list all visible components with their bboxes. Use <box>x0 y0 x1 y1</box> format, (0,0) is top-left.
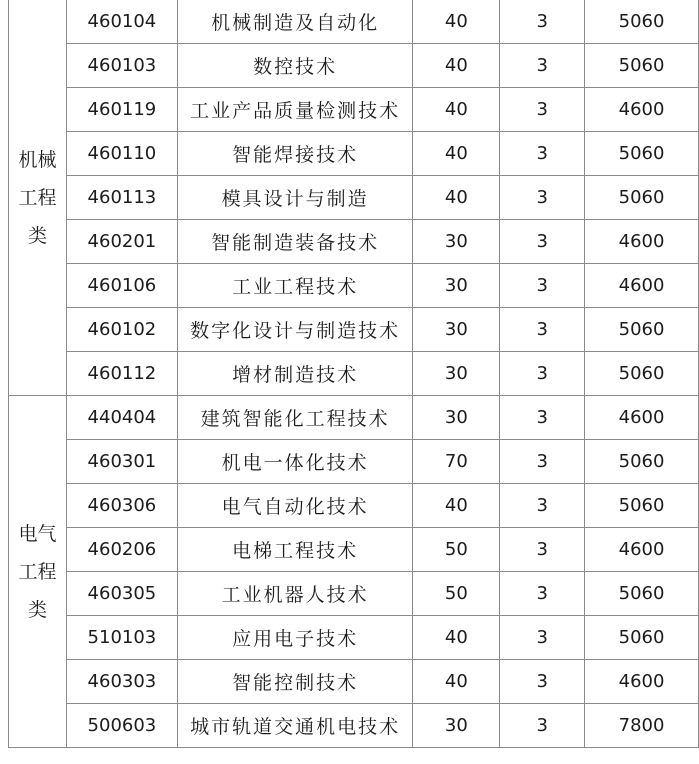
major-name-cell: 数字化设计与制造技术 <box>177 308 413 352</box>
major-code-cell: 460301 <box>66 440 177 484</box>
major-code-cell: 460103 <box>66 44 177 88</box>
enrollment-plan-cell: 40 <box>413 44 500 88</box>
major-name-cell: 机械制造及自动化 <box>177 0 413 44</box>
table-row <box>9 396 699 440</box>
major-code-cell: 460104 <box>66 0 177 44</box>
tuition-fee-cell: 5060 <box>585 176 699 220</box>
tuition-fee-cell: 5060 <box>585 0 699 44</box>
major-code-cell: 460106 <box>66 264 177 308</box>
enrollment-plan-cell: 30 <box>413 220 500 264</box>
table-row <box>9 220 699 264</box>
major-code-cell: 460102 <box>66 308 177 352</box>
enrollment-plan-cell: 30 <box>413 308 500 352</box>
enrollment-plan-cell: 50 <box>413 528 500 572</box>
enrollment-plan-cell: 30 <box>413 352 500 396</box>
major-name-cell: 机电一体化技术 <box>177 440 413 484</box>
major-name-cell: 工业产品质量检测技术 <box>177 88 413 132</box>
major-name-cell: 智能制造装备技术 <box>177 220 413 264</box>
tuition-fee-cell: 4600 <box>585 88 699 132</box>
major-name-cell: 智能焊接技术 <box>177 132 413 176</box>
major-name-cell: 应用电子技术 <box>177 616 413 660</box>
table-row <box>9 264 699 308</box>
major-name-cell: 城市轨道交通机电技术 <box>177 704 413 748</box>
majors-table-body <box>9 0 699 748</box>
tuition-fee-cell: 4600 <box>585 396 699 440</box>
enrollment-plan-cell: 40 <box>413 132 500 176</box>
tuition-fee-cell: 4600 <box>585 660 699 704</box>
major-name-cell: 电梯工程技术 <box>177 528 413 572</box>
table-row <box>9 440 699 484</box>
program-years-cell: 3 <box>500 616 585 660</box>
major-code-cell: 460113 <box>66 176 177 220</box>
table-row <box>9 528 699 572</box>
table-row <box>9 132 699 176</box>
major-name-cell: 数控技术 <box>177 44 413 88</box>
program-years-cell: 3 <box>500 0 585 44</box>
tuition-fee-cell: 7800 <box>585 704 699 748</box>
enrollment-plan-cell: 40 <box>413 616 500 660</box>
tuition-fee-cell: 5060 <box>585 440 699 484</box>
major-code-cell: 460303 <box>66 660 177 704</box>
major-name-cell: 建筑智能化工程技术 <box>177 396 413 440</box>
program-years-cell: 3 <box>500 176 585 220</box>
program-years-cell: 3 <box>500 484 585 528</box>
enrollment-plan-cell: 40 <box>413 176 500 220</box>
enrollment-plan-cell: 40 <box>413 660 500 704</box>
enrollment-plan-cell: 50 <box>413 572 500 616</box>
enrollment-plan-cell: 70 <box>413 440 500 484</box>
major-code-cell: 440404 <box>66 396 177 440</box>
program-years-cell: 3 <box>500 528 585 572</box>
major-name-cell: 电气自动化技术 <box>177 484 413 528</box>
tuition-fee-cell: 4600 <box>585 528 699 572</box>
major-name-cell: 模具设计与制造 <box>177 176 413 220</box>
program-years-cell: 3 <box>500 44 585 88</box>
category-cell <box>9 396 67 748</box>
category-label: 机械工程类 <box>18 148 57 247</box>
enrollment-plan-cell: 40 <box>413 88 500 132</box>
table-row <box>9 308 699 352</box>
tuition-fee-cell: 5060 <box>585 308 699 352</box>
major-code-cell: 460206 <box>66 528 177 572</box>
major-name-cell: 工业机器人技术 <box>177 572 413 616</box>
major-code-cell: 460201 <box>66 220 177 264</box>
category-cell <box>9 0 67 396</box>
major-name-cell: 工业工程技术 <box>177 264 413 308</box>
table-row <box>9 704 699 748</box>
program-years-cell: 3 <box>500 660 585 704</box>
tuition-fee-cell: 5060 <box>585 352 699 396</box>
program-years-cell: 3 <box>500 88 585 132</box>
tuition-fee-cell: 5060 <box>585 616 699 660</box>
major-code-cell: 460119 <box>66 88 177 132</box>
tuition-fee-cell: 4600 <box>585 264 699 308</box>
table-row <box>9 616 699 660</box>
program-years-cell: 3 <box>500 132 585 176</box>
table-row <box>9 44 699 88</box>
enrollment-plan-cell: 40 <box>413 0 500 44</box>
majors-table <box>8 0 699 748</box>
major-code-cell: 460305 <box>66 572 177 616</box>
tuition-fee-cell: 5060 <box>585 572 699 616</box>
table-row <box>9 176 699 220</box>
program-years-cell: 3 <box>500 704 585 748</box>
tuition-fee-cell: 5060 <box>585 44 699 88</box>
major-code-cell: 460110 <box>66 132 177 176</box>
tuition-fee-cell: 4600 <box>585 220 699 264</box>
table-row <box>9 88 699 132</box>
program-years-cell: 3 <box>500 220 585 264</box>
table-row <box>9 660 699 704</box>
table-row <box>9 352 699 396</box>
program-years-cell: 3 <box>500 308 585 352</box>
table-row <box>9 0 699 44</box>
table-row <box>9 572 699 616</box>
program-years-cell: 3 <box>500 572 585 616</box>
program-years-cell: 3 <box>500 440 585 484</box>
tuition-fee-cell: 5060 <box>585 132 699 176</box>
major-code-cell: 460306 <box>66 484 177 528</box>
category-label: 电气工程类 <box>18 522 57 621</box>
enrollment-plan-cell: 40 <box>413 484 500 528</box>
major-name-cell: 智能控制技术 <box>177 660 413 704</box>
major-code-cell: 510103 <box>66 616 177 660</box>
major-code-cell: 460112 <box>66 352 177 396</box>
enrollment-plan-cell: 30 <box>413 396 500 440</box>
program-years-cell: 3 <box>500 264 585 308</box>
major-name-cell: 增材制造技术 <box>177 352 413 396</box>
table-row <box>9 484 699 528</box>
enrollment-plan-cell: 30 <box>413 264 500 308</box>
tuition-fee-cell: 5060 <box>585 484 699 528</box>
program-years-cell: 3 <box>500 396 585 440</box>
program-years-cell: 3 <box>500 352 585 396</box>
enrollment-plan-cell: 30 <box>413 704 500 748</box>
major-code-cell: 500603 <box>66 704 177 748</box>
